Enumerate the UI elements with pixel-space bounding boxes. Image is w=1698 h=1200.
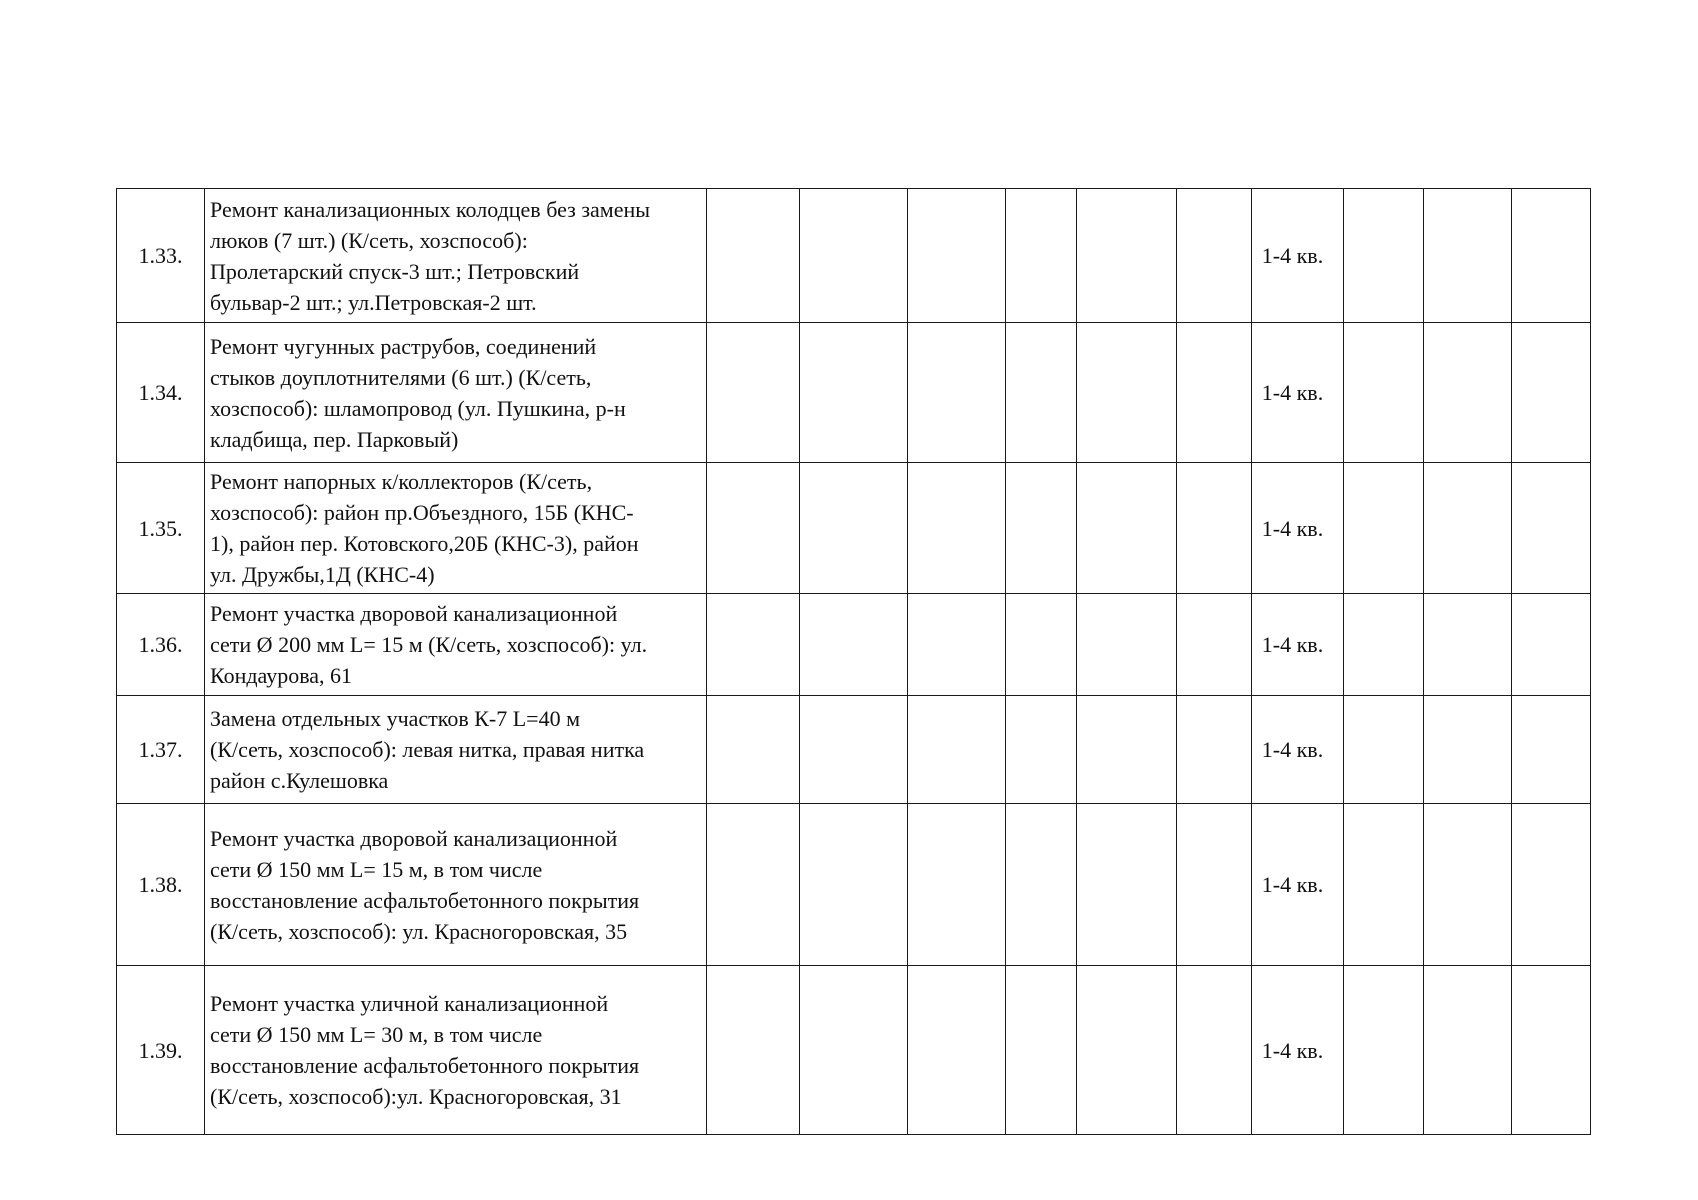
empty-cell [908, 323, 1006, 463]
empty-cell [1177, 463, 1252, 594]
row-term: 1-4 кв. [1252, 696, 1344, 804]
table-row [117, 966, 1591, 1135]
empty-cell [1006, 189, 1077, 323]
empty-cell [1077, 594, 1177, 696]
empty-cell [1512, 323, 1591, 463]
row-number: 1.37. [117, 696, 205, 804]
row-description [205, 966, 707, 1135]
table-row [117, 323, 1591, 463]
description-line: сети Ø 150 мм L= 15 м, в том числе [210, 856, 543, 882]
description-line: Ремонт напорных к/коллекторов (К/сеть, [210, 469, 593, 494]
description-line: Ремонт чугунных раструбов, соединений [210, 333, 597, 359]
empty-cell [908, 966, 1006, 1135]
empty-cell [800, 966, 908, 1135]
empty-cell [1077, 966, 1177, 1135]
empty-cell [1077, 323, 1177, 463]
description-line: восстановление асфальтобетонного покрытия [210, 1053, 640, 1078]
row-description [205, 323, 707, 463]
row-term: 1-4 кв. [1252, 189, 1344, 323]
description-line: район с.Кулешовка [210, 768, 389, 793]
document-page [116, 188, 1590, 1135]
empty-cell [1512, 804, 1591, 966]
empty-cell [707, 804, 800, 966]
empty-cell [707, 463, 800, 594]
row-number: 1.39. [117, 966, 205, 1135]
row-term: 1-4 кв. [1252, 323, 1344, 463]
empty-cell [1424, 463, 1512, 594]
empty-cell [1006, 966, 1077, 1135]
empty-cell [800, 463, 908, 594]
row-term: 1-4 кв. [1252, 804, 1344, 966]
empty-cell [1006, 804, 1077, 966]
description-line: Замена отдельных участков К-7 L=40 м [210, 706, 581, 731]
table-row [117, 463, 1591, 594]
row-description [205, 804, 707, 966]
description-line: Ремонт участка уличной канализационной [210, 991, 609, 1016]
description-line: Ремонт участка дворовой канализационной [210, 825, 618, 851]
description-line: (К/сеть, хозспособ): левая нитка, правая нитка [210, 737, 645, 762]
description-line: 1), район пер. Котовского,20Б (КНС-3), район [210, 531, 639, 556]
empty-cell [800, 804, 908, 966]
description-line: восстановление асфальтобетонного покрытия [210, 887, 640, 913]
empty-cell [1077, 463, 1177, 594]
row-description [205, 594, 707, 696]
description-line: Ремонт канализационных колодцев без замены [210, 196, 651, 222]
description-line: Кондаурова, 61 [210, 663, 353, 688]
empty-cell [1512, 594, 1591, 696]
description-line: бульвар-2 шт.; ул.Петровская-2 шт. [210, 289, 537, 315]
description-line: (К/сеть, хозспособ):ул. Красногоровская, 31 [210, 1084, 622, 1109]
row-term: 1-4 кв. [1252, 463, 1344, 594]
empty-cell [800, 323, 908, 463]
empty-cell [1177, 594, 1252, 696]
empty-cell [1177, 966, 1252, 1135]
empty-cell [1006, 463, 1077, 594]
description-line: стыков доуплотнителями (6 шт.) (К/сеть, [210, 364, 592, 390]
row-number: 1.33. [117, 189, 205, 323]
empty-cell [1344, 463, 1424, 594]
table-row [117, 804, 1591, 966]
row-term: 1-4 кв. [1252, 594, 1344, 696]
empty-cell [707, 696, 800, 804]
empty-cell [1077, 696, 1177, 804]
row-number: 1.36. [117, 594, 205, 696]
empty-cell [908, 804, 1006, 966]
row-description [205, 189, 707, 323]
empty-cell [908, 696, 1006, 804]
empty-cell [1344, 696, 1424, 804]
empty-cell [1077, 189, 1177, 323]
empty-cell [1424, 594, 1512, 696]
empty-cell [707, 966, 800, 1135]
empty-cell [1006, 594, 1077, 696]
table-row [117, 696, 1591, 804]
description-line: ул. Дружбы,1Д (КНС-4) [210, 562, 435, 587]
description-line: Ремонт участка дворовой канализационной [210, 601, 618, 626]
empty-cell [1512, 463, 1591, 594]
empty-cell [1424, 696, 1512, 804]
empty-cell [1177, 323, 1252, 463]
empty-cell [1177, 696, 1252, 804]
description-line: хозспособ): район пр.Объездного, 15Б (КНС- [210, 500, 634, 525]
row-description [205, 696, 707, 804]
empty-cell [908, 189, 1006, 323]
empty-cell [1344, 966, 1424, 1135]
description-line: сети Ø 200 мм L= 15 м (К/сеть, хозспособ): ул. [210, 632, 648, 657]
empty-cell [908, 463, 1006, 594]
row-number: 1.34. [117, 323, 205, 463]
row-number: 1.38. [117, 804, 205, 966]
description-line: кладбища, пер. Парковый) [210, 426, 459, 452]
empty-cell [1344, 189, 1424, 323]
description-line: люков (7 шт.) (К/сеть, хозспособ): [210, 227, 528, 253]
empty-cell [800, 594, 908, 696]
empty-cell [1344, 594, 1424, 696]
row-description [205, 463, 707, 594]
empty-cell [1177, 189, 1252, 323]
empty-cell [707, 323, 800, 463]
empty-cell [707, 594, 800, 696]
empty-cell [1006, 696, 1077, 804]
empty-cell [800, 696, 908, 804]
empty-cell [1177, 804, 1252, 966]
empty-cell [1424, 323, 1512, 463]
work-plan-table [116, 188, 1591, 1135]
table-row [117, 189, 1591, 323]
empty-cell [707, 189, 800, 323]
empty-cell [1077, 804, 1177, 966]
row-number: 1.35. [117, 463, 205, 594]
empty-cell [1006, 323, 1077, 463]
empty-cell [1344, 804, 1424, 966]
empty-cell [800, 189, 908, 323]
empty-cell [1512, 696, 1591, 804]
description-line: Пролетарский спуск-3 шт.; Петровский [210, 258, 580, 284]
row-term: 1-4 кв. [1252, 966, 1344, 1135]
empty-cell [1424, 189, 1512, 323]
table-row [117, 594, 1591, 696]
empty-cell [1344, 323, 1424, 463]
empty-cell [1512, 966, 1591, 1135]
empty-cell [908, 594, 1006, 696]
empty-cell [1424, 804, 1512, 966]
description-line: хозспособ): шламопровод (ул. Пушкина, р-н [210, 395, 626, 421]
description-line: (К/сеть, хозспособ): ул. Красногоровская, 35 [210, 918, 628, 944]
empty-cell [1424, 966, 1512, 1135]
description-line: сети Ø 150 мм L= 30 м, в том числе [210, 1022, 543, 1047]
empty-cell [1512, 189, 1591, 323]
